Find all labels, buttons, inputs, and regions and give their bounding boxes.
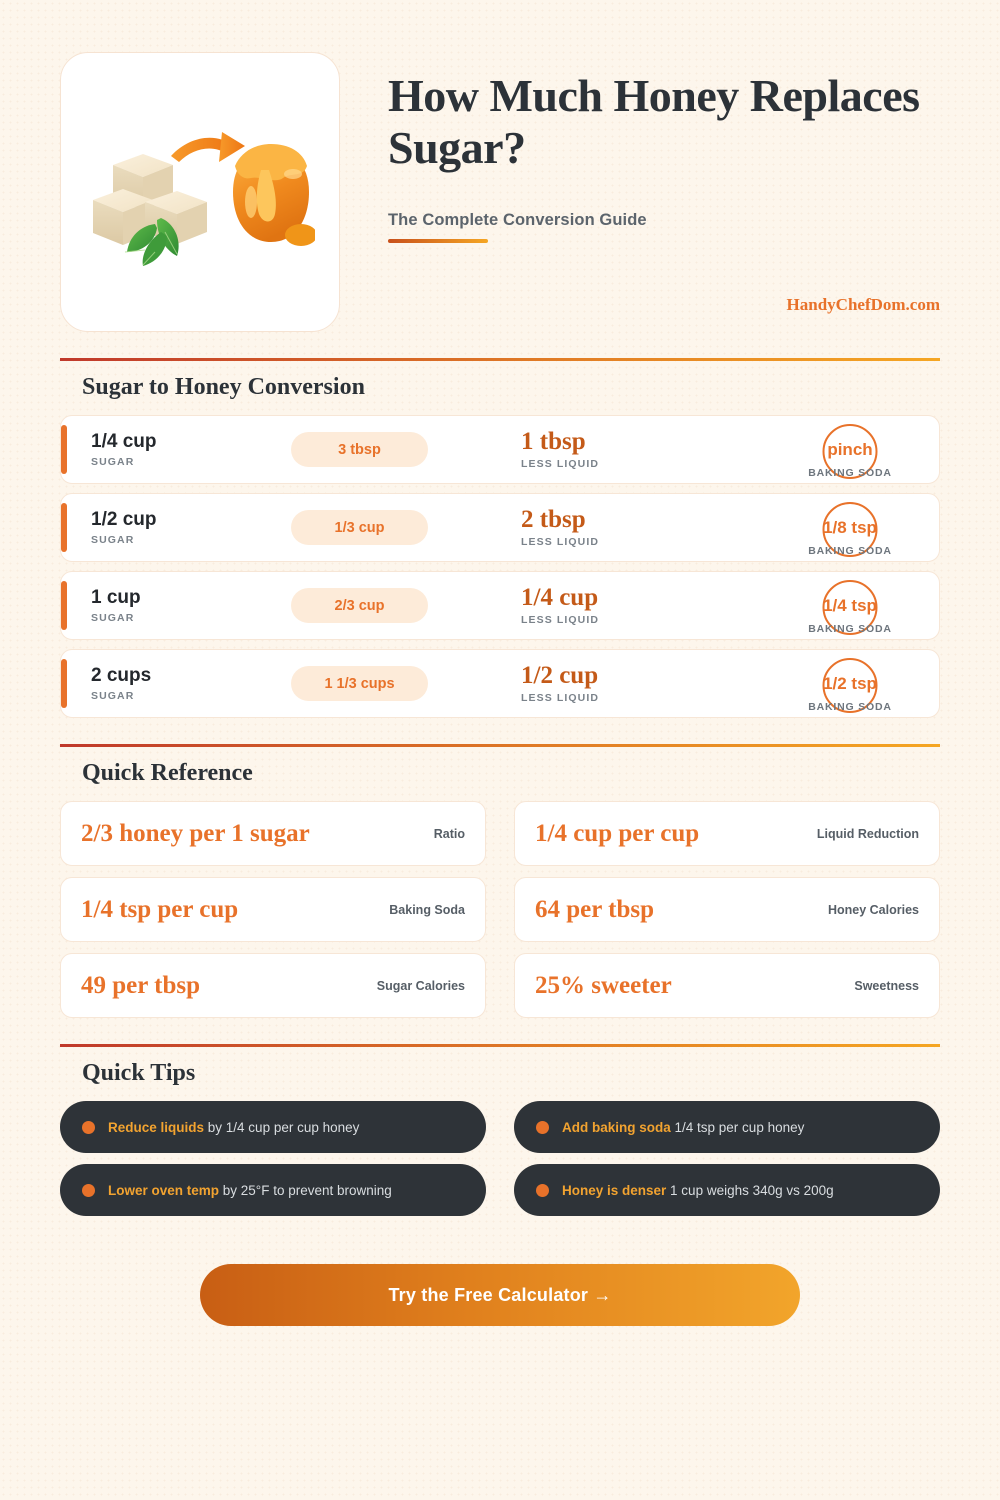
honey-pot-icon [233,144,315,246]
quick-tip-card [514,1164,940,1216]
liquid-amount: 1/2 cup [521,661,599,689]
tip-rest-text: by 25°F to prevent browning [219,1182,392,1198]
quick-reference-card [60,801,486,866]
tip-strong-text: Honey is denser [562,1182,667,1198]
tip-text [562,1120,804,1135]
quick-tip-card [514,1101,940,1153]
baking-soda-amount: 1/8 tsp [823,518,877,537]
liquid-amount: 2 tbsp [521,505,586,533]
liquid-amount: 1/4 cup [521,583,599,611]
sugar-caption: SUGAR [91,611,135,624]
bullet-dot-icon [82,1121,95,1134]
tip-strong-text: Reduce liquids [108,1119,205,1135]
tip-text [108,1120,359,1135]
reference-value: 25% sweeter [535,971,672,999]
quick-reference-section [60,744,940,1018]
sugar-caption: SUGAR [91,533,135,546]
page-title: How Much Honey Replaces Sugar? [388,70,920,173]
section-divider [60,744,940,747]
row-accent-bar [61,659,67,708]
honey-amount-pill: 2/3 cup [291,588,428,623]
reference-label: Sweetness [854,978,919,993]
try-calculator-button[interactable]: Try the Free Calculator → [200,1264,800,1326]
baking-soda-amount: 1/2 tsp [823,674,877,693]
bullet-dot-icon [82,1184,95,1197]
baking-soda-cell [761,571,939,640]
sugar-amount: 1/4 cup [91,431,157,453]
baking-soda-caption: BAKING SODA [808,701,892,713]
reference-label: Honey Calories [827,902,919,917]
quick-reference-section-title: Quick Reference [82,760,253,786]
row-accent-bar [61,581,67,630]
liquid-caption: LESS LIQUID [521,458,600,471]
liquid-caption: LESS LIQUID [521,614,600,627]
liquid-amount: 1 tbsp [521,427,586,455]
baking-soda-caption: BAKING SODA [808,545,892,557]
quick-tips-section-title: Quick Tips [82,1060,196,1086]
conversion-row [60,649,940,718]
reference-value: 2/3 honey per 1 sugar [81,819,310,847]
quick-reference-grid [60,801,940,1018]
conversion-arrow-icon [171,132,245,162]
sugar-amount: 2 cups [91,665,152,687]
quick-tips-grid [60,1101,940,1216]
quick-reference-card [514,953,940,1018]
liquid-cell [521,507,761,548]
page-subtitle: The Complete Conversion Guide [388,211,647,230]
quick-reference-card [514,801,940,866]
honey-cell [291,510,521,545]
quick-tips-section [60,1044,940,1216]
reference-label: Sugar Calories [376,978,465,993]
section-divider [60,358,940,361]
reference-label: Ratio [433,826,465,841]
conversion-row-list [60,415,940,718]
cta-section [60,1264,940,1326]
quick-reference-card [514,877,940,942]
conversion-row [60,571,940,640]
reference-value: 49 per tbsp [81,971,201,999]
tip-rest-text: 1/4 tsp per cup honey [670,1119,805,1135]
bullet-dot-icon [536,1184,549,1197]
honey-amount-pill: 1/3 cup [291,510,428,545]
quick-tip-card [60,1164,486,1216]
tip-strong-text: Lower oven temp [108,1182,220,1198]
quick-tip-card [60,1101,486,1153]
liquid-cell [521,663,761,704]
reference-value: 64 per tbsp [535,895,655,923]
quick-reference-card [60,953,486,1018]
baking-soda-amount: 1/4 tsp [823,596,877,615]
sugar-cell [91,587,291,624]
baking-soda-cell [761,493,939,562]
tip-text [562,1183,834,1198]
baking-soda-caption: BAKING SODA [808,467,892,479]
reference-value: 1/4 tsp per cup [81,895,239,923]
honey-amount-pill: 3 tbsp [291,432,428,467]
row-accent-bar [61,425,67,474]
tip-strong-text: Add baking soda [562,1119,671,1135]
liquid-cell [521,429,761,470]
liquid-caption: LESS LIQUID [521,536,600,549]
title-underline [388,239,488,243]
liquid-caption: LESS LIQUID [521,692,600,705]
hero-section [60,0,940,332]
conversion-row [60,415,940,484]
tip-text [108,1183,392,1198]
honey-cell [291,666,521,701]
hero-text-block [388,52,940,315]
sugar-cell [91,665,291,702]
honey-cell [291,588,521,623]
conversion-section-title: Sugar to Honey Conversion [82,374,365,400]
sugar-caption: SUGAR [91,455,135,468]
baking-soda-cell [761,649,939,718]
sugar-cell [91,431,291,468]
reference-value: 1/4 cup per cup [535,819,700,847]
sugar-cell [91,509,291,546]
baking-soda-caption: BAKING SODA [808,623,892,635]
honey-cell [291,432,521,467]
quick-reference-card [60,877,486,942]
row-accent-bar [61,503,67,552]
conversion-row [60,493,940,562]
liquid-cell [521,585,761,626]
tip-rest-text: 1 cup weighs 340g vs 200g [666,1182,834,1198]
hero-illustration-card [60,52,340,332]
sugar-amount: 1/2 cup [91,509,157,531]
sugar-amount: 1 cup [91,587,141,609]
conversion-section [60,358,940,718]
section-divider [60,1044,940,1047]
bullet-dot-icon [536,1121,549,1134]
tip-rest-text: by 1/4 cup per cup honey [204,1119,360,1135]
reference-label: Liquid Reduction [816,826,919,841]
sugar-caption: SUGAR [91,689,135,702]
sugar-to-honey-illustration [85,92,315,292]
brand-watermark: HandyChefDom.com [786,295,940,315]
honey-amount-pill: 1 1/3 cups [291,666,428,701]
baking-soda-cell [761,415,939,484]
reference-label: Baking Soda [389,902,465,917]
baking-soda-amount: pinch [827,440,873,459]
